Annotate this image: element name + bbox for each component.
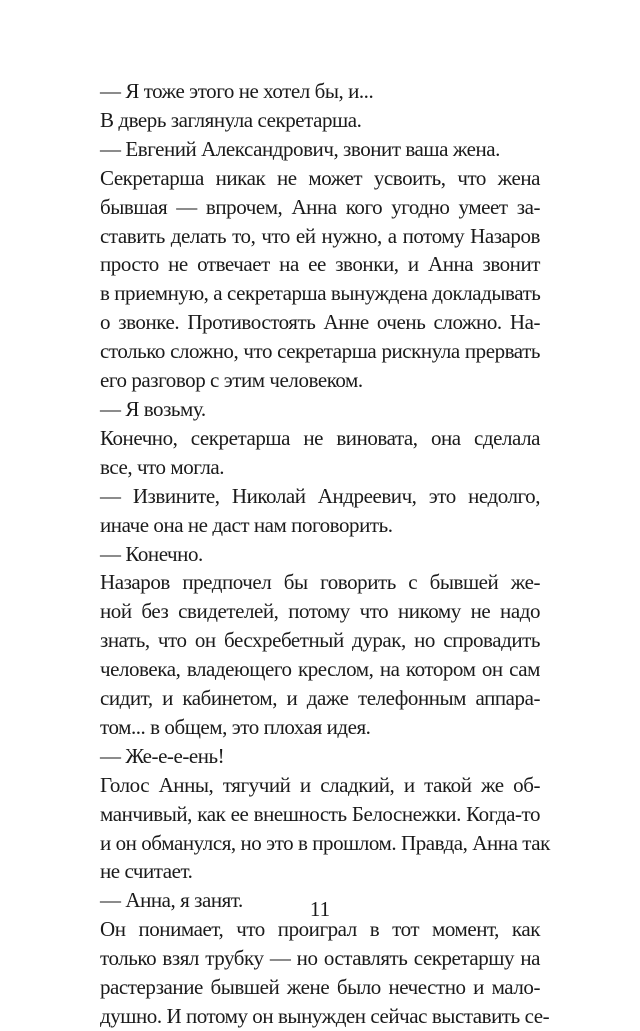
text-line: человека, владеющего креслом, на котором он сам <box>100 657 540 682</box>
book-page-text <box>100 77 550 1031</box>
text-line: только взял трубку — но оставлять секретаршу на <box>100 946 540 971</box>
text-line: — Извините, Николай Андреевич, это недолго, <box>100 483 540 508</box>
page-number: 11 <box>309 897 331 921</box>
text-line: Назаров предпочел бы говорить с бывшей же- <box>100 570 540 595</box>
text-line: и он обманулся, но это в прошлом. Правда, Анна так <box>100 830 550 855</box>
text-line: знать, что он бесхребетный дурак, но спровадить <box>100 628 540 653</box>
text-line: растерзание бывшей жене было нечестно и мало- <box>100 975 540 1000</box>
text-line: В дверь заглянула секретарша. <box>100 107 362 132</box>
text-line: просто не отвечает на ее звонки, и Анна звонит <box>100 252 540 277</box>
text-line: ставить делать то, что ей нужно, а потому Назаров <box>100 223 540 248</box>
text-line: все, что могла. <box>100 454 225 479</box>
text-line: — Анна, я занят. <box>100 888 243 913</box>
text-line: — Же-е-е-ень! <box>100 743 225 768</box>
text-line: Конечно, секретарша не виновата, она сделала <box>100 425 540 450</box>
text-line: — Евгений Александрович, звонит ваша жена. <box>100 136 500 161</box>
text-line: бывшая — впрочем, Анна кого угодно умеет за- <box>100 194 540 219</box>
text-line: его разговор с этим человеком. <box>100 368 363 393</box>
text-line: — Я тоже этого не хотел бы, и... <box>100 79 374 103</box>
text-line: о звонке. Противостоять Анне очень сложно. На- <box>100 310 540 335</box>
text-line: Голос Анны, тягучий и сладкий, и такой же об- <box>100 772 540 797</box>
text-line: душно. И потому он вынужден сейчас выставить се- <box>100 1004 550 1028</box>
text-line: не считает. <box>100 859 193 884</box>
text-line: манчивый, как ее внешность Белоснежки. Когда-то <box>100 801 540 826</box>
text-line: Секретарша никак не может усвоить, что жена <box>100 165 540 190</box>
text-line: иначе она не даст нам поговорить. <box>100 512 393 537</box>
text-line: столько сложно, что секретарша рискнула прервать <box>100 339 540 364</box>
text-line: — Конечно. <box>100 541 203 566</box>
text-line: сидит, и кабинетом, и даже телефонным аппара- <box>100 686 540 711</box>
text-line: ной без свидетелей, потому что никому не надо <box>100 599 540 624</box>
text-line: — Я возьму. <box>100 396 206 421</box>
text-line: в приемную, а секретарша вынуждена докладывать <box>100 281 541 306</box>
text-line: Он понимает, что проиграл в тот момент, как <box>100 917 540 942</box>
text-line: том... в общем, это плохая идея. <box>100 714 371 739</box>
